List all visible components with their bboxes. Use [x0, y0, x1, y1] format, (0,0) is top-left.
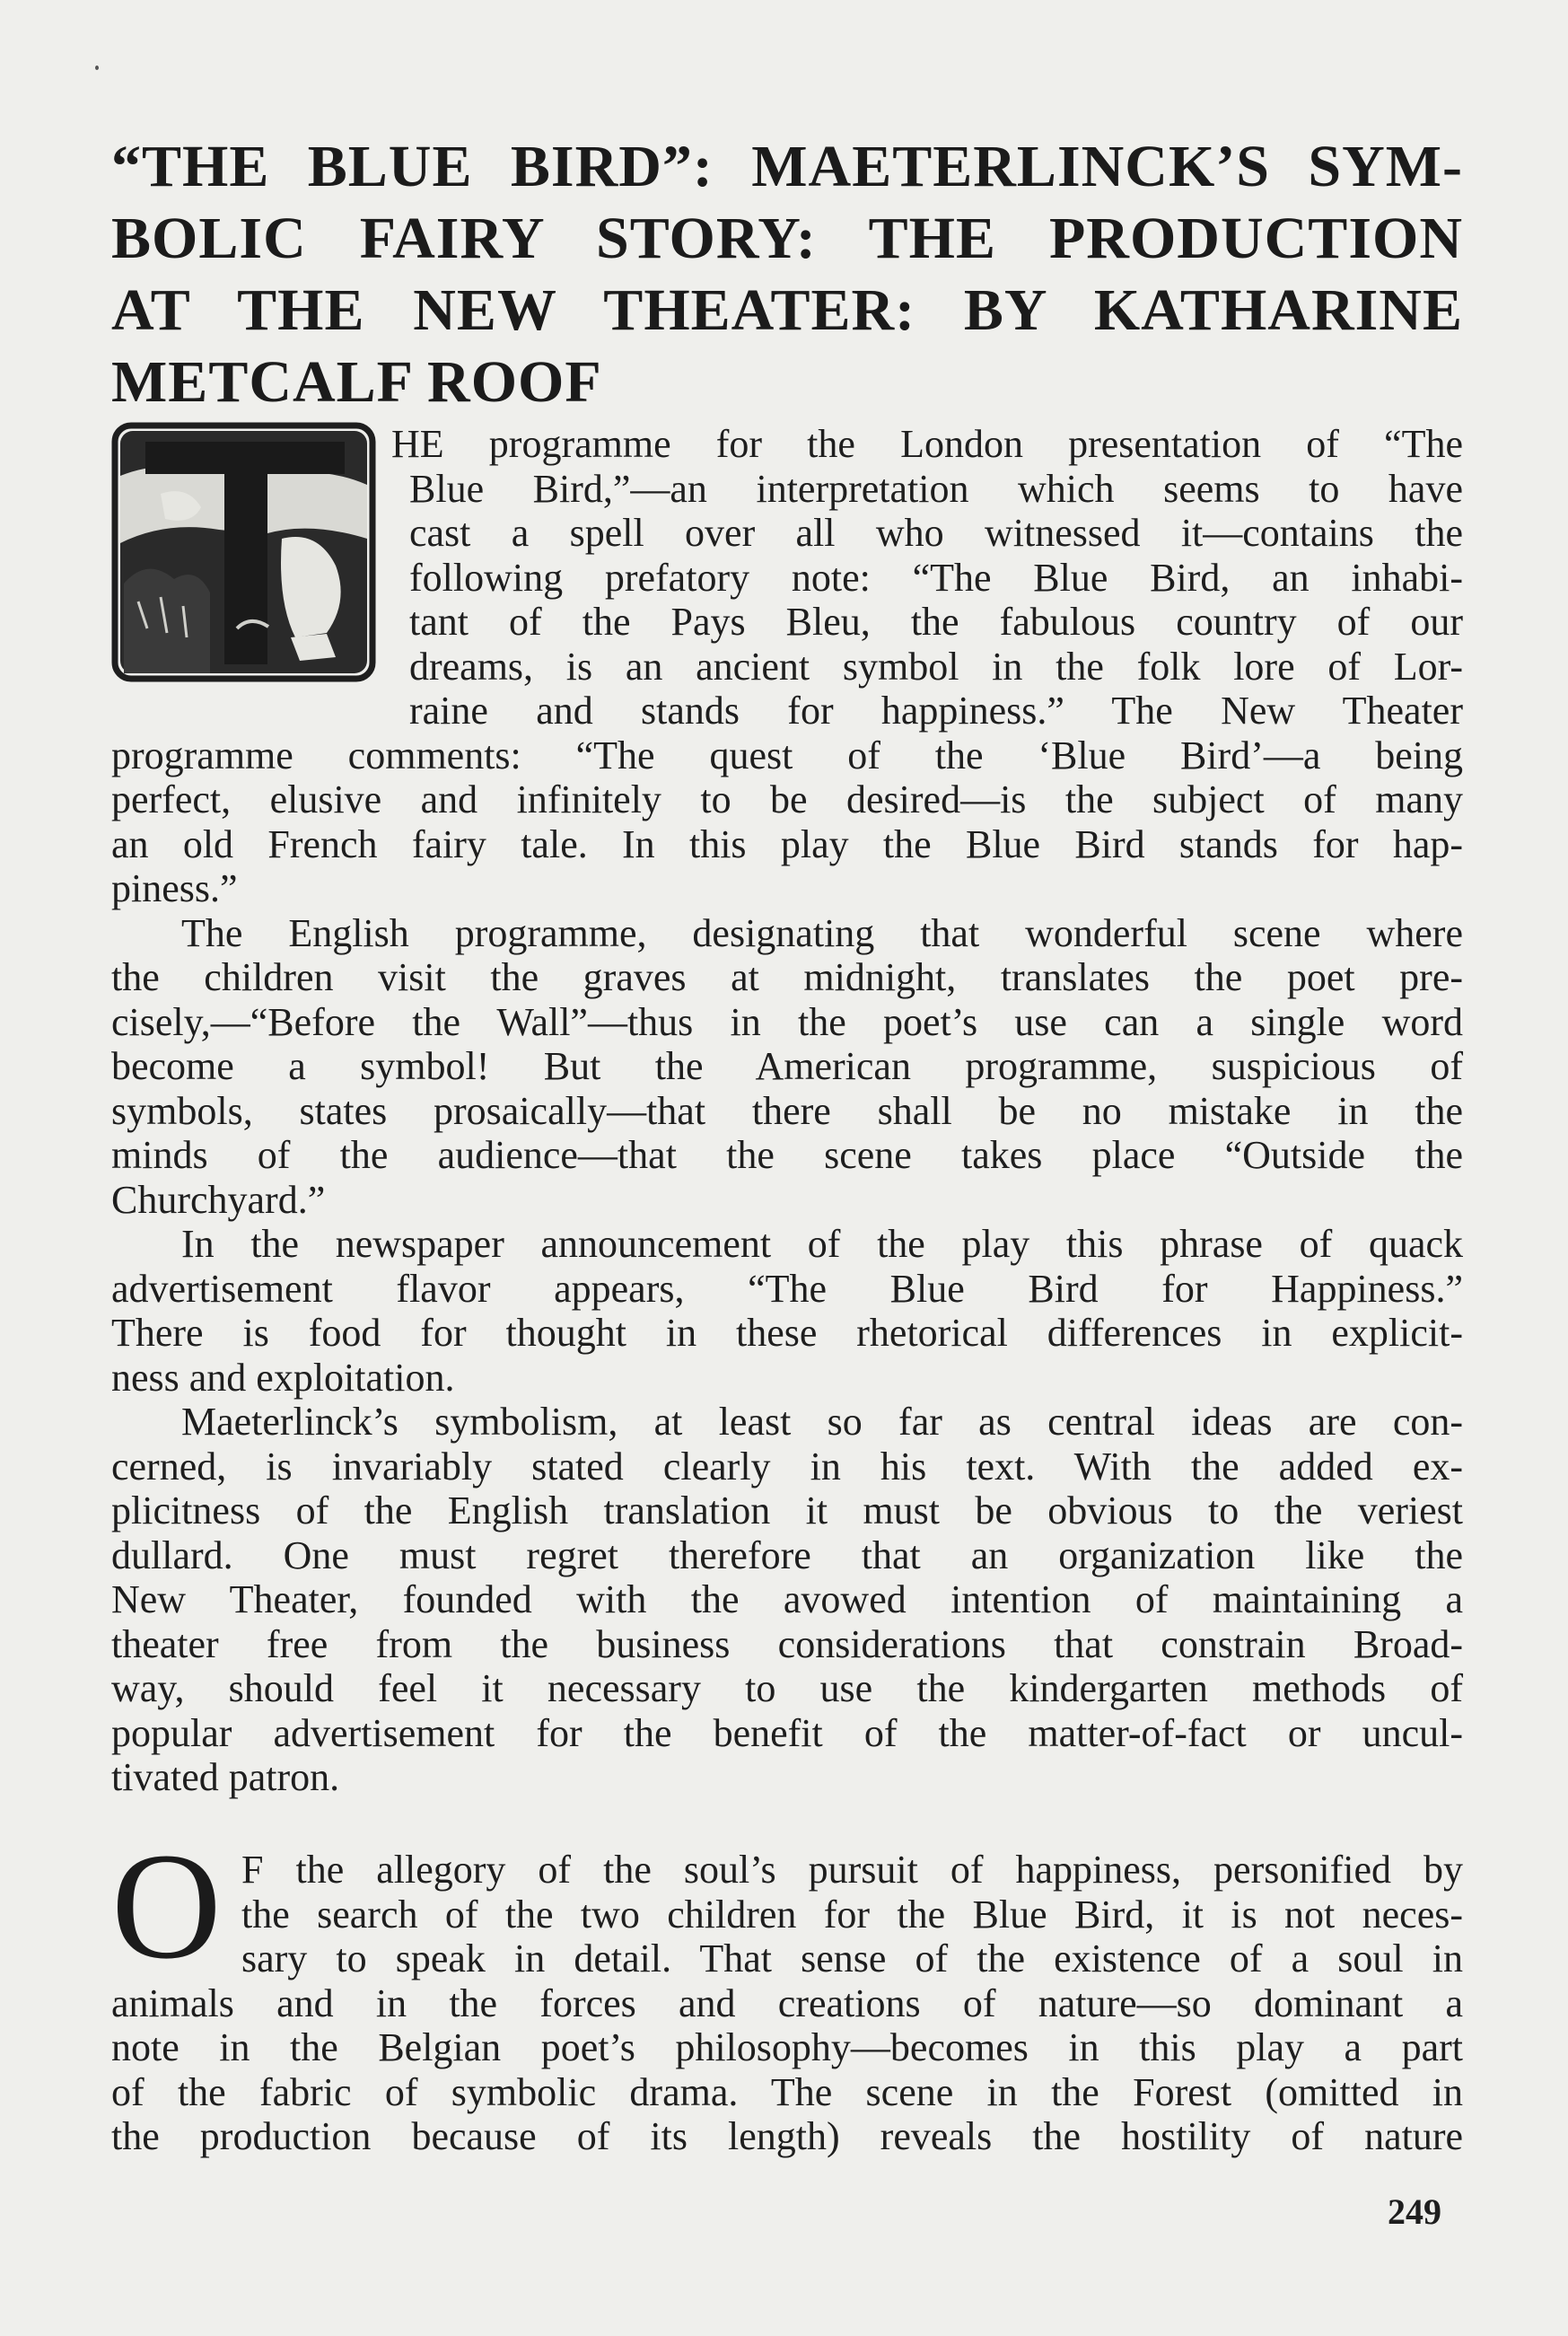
text-line: plicitness of the English translation it must be obvious to the veriest: [111, 1489, 1463, 1532]
text-line: tant of the Pays Bleu, the fabulous country of our: [409, 600, 1463, 644]
text-line: programme comments: “The quest of the ‘Blue Bird’—a being: [111, 733, 1463, 777]
text-line: note in the Belgian poet’s philosophy—becomes in this play a part: [111, 2025, 1463, 2069]
drop-cap-o: O: [111, 1822, 222, 1990]
text-line: of the fabric of symbolic drama. The scene in the Forest (omitted in: [111, 2069, 1463, 2114]
text-line: the production because of its length) reveals the hostility of nature: [111, 2114, 1463, 2158]
text-line: raine and stands for happiness.” The New Theater: [409, 689, 1463, 733]
text-line: ness and exploitation.: [111, 1355, 455, 1400]
text-line: following prefatory note: “The Blue Bird, an inhabi-: [409, 555, 1463, 600]
text-line: dreams, is an ancient symbol in the folk lore of Lor-: [409, 644, 1463, 689]
text-line: There is food for thought in these rhetorical differences in explicit-: [111, 1311, 1463, 1355]
page-number: 249: [1388, 2191, 1441, 2232]
article-title: [111, 131, 1463, 418]
text-line: cisely,—“Before the Wall”—thus in the poet’s use can a single word: [111, 999, 1463, 1044]
text-line: the search of the two children for the Blue Bird, it is not neces-: [241, 1892, 1463, 1936]
text-line: Maeterlinck’s symbolism, at least so far as central ideas are con-: [181, 1400, 1463, 1444]
title-line: METCALF ROOF: [111, 349, 602, 415]
text-line: New Theater, founded with the avowed intention of maintaining a: [111, 1577, 1463, 1621]
paper-speck: [95, 66, 99, 70]
text-line: way, should feel it necessary to use the kindergarten methods of: [111, 1666, 1463, 1710]
text-line: theater free from the business considerations that constrain Broad-: [111, 1621, 1463, 1666]
text-line: tivated patron.: [111, 1755, 340, 1799]
text-line: In the newspaper announcement of the play this phrase of quack: [181, 1222, 1463, 1266]
text-line: minds of the audience—that the scene takes place “Outside the: [111, 1133, 1463, 1177]
text-line: sary to speak in detail. That sense of the existence of a soul in: [241, 1936, 1463, 1980]
title-line: BOLIC FAIRY STORY: THE PRODUCTION: [111, 206, 1463, 271]
text-line: Churchyard.”: [111, 1177, 326, 1222]
text-line: popular advertisement for the benefit of the matter-of-fact or uncul-: [111, 1710, 1463, 1755]
text-line: advertisement flavor appears, “The Blue Bird for Happiness.”: [111, 1266, 1463, 1311]
text-line: cast a spell over all who witnessed it—contains the: [409, 511, 1463, 555]
text-line: cerned, is invariably stated clearly in his text. With the added ex-: [111, 1444, 1463, 1489]
article-body: [111, 422, 1463, 1800]
text-line: The English programme, designating that wonderful scene where: [181, 910, 1463, 955]
article-body-section-two: [111, 1848, 1463, 2159]
text-line: Blue Bird,”—an interpretation which seems to have: [409, 466, 1463, 511]
text-line: perfect, elusive and infinitely to be desired—is the subject of many: [111, 777, 1463, 821]
text-line: symbols, states prosaically—that there shall be no mistake in the: [111, 1088, 1463, 1133]
text-line: the children visit the graves at midnight, translates the poet pre-: [111, 955, 1463, 999]
text-line: piness.”: [111, 866, 238, 910]
title-line: AT THE NEW THEATER: BY KATHARINE: [111, 277, 1463, 343]
text-line: F the allegory of the soul’s pursuit of happiness, personified by: [241, 1848, 1463, 1892]
title-line: “THE BLUE BIRD”: MAETERLINCK’S SYM-: [111, 134, 1463, 199]
text-line: animals and in the forces and creations of nature—so dominant a: [111, 1980, 1463, 2025]
text-line: an old French fairy tale. In this play the Blue Bird stands for hap-: [111, 821, 1463, 866]
text-line: become a symbol! But the American programme, suspicious of: [111, 1044, 1463, 1088]
text-line: dullard. One must regret therefore that an organization like the: [111, 1532, 1463, 1577]
text-line: HE programme for the London presentation of “The: [391, 422, 1463, 466]
